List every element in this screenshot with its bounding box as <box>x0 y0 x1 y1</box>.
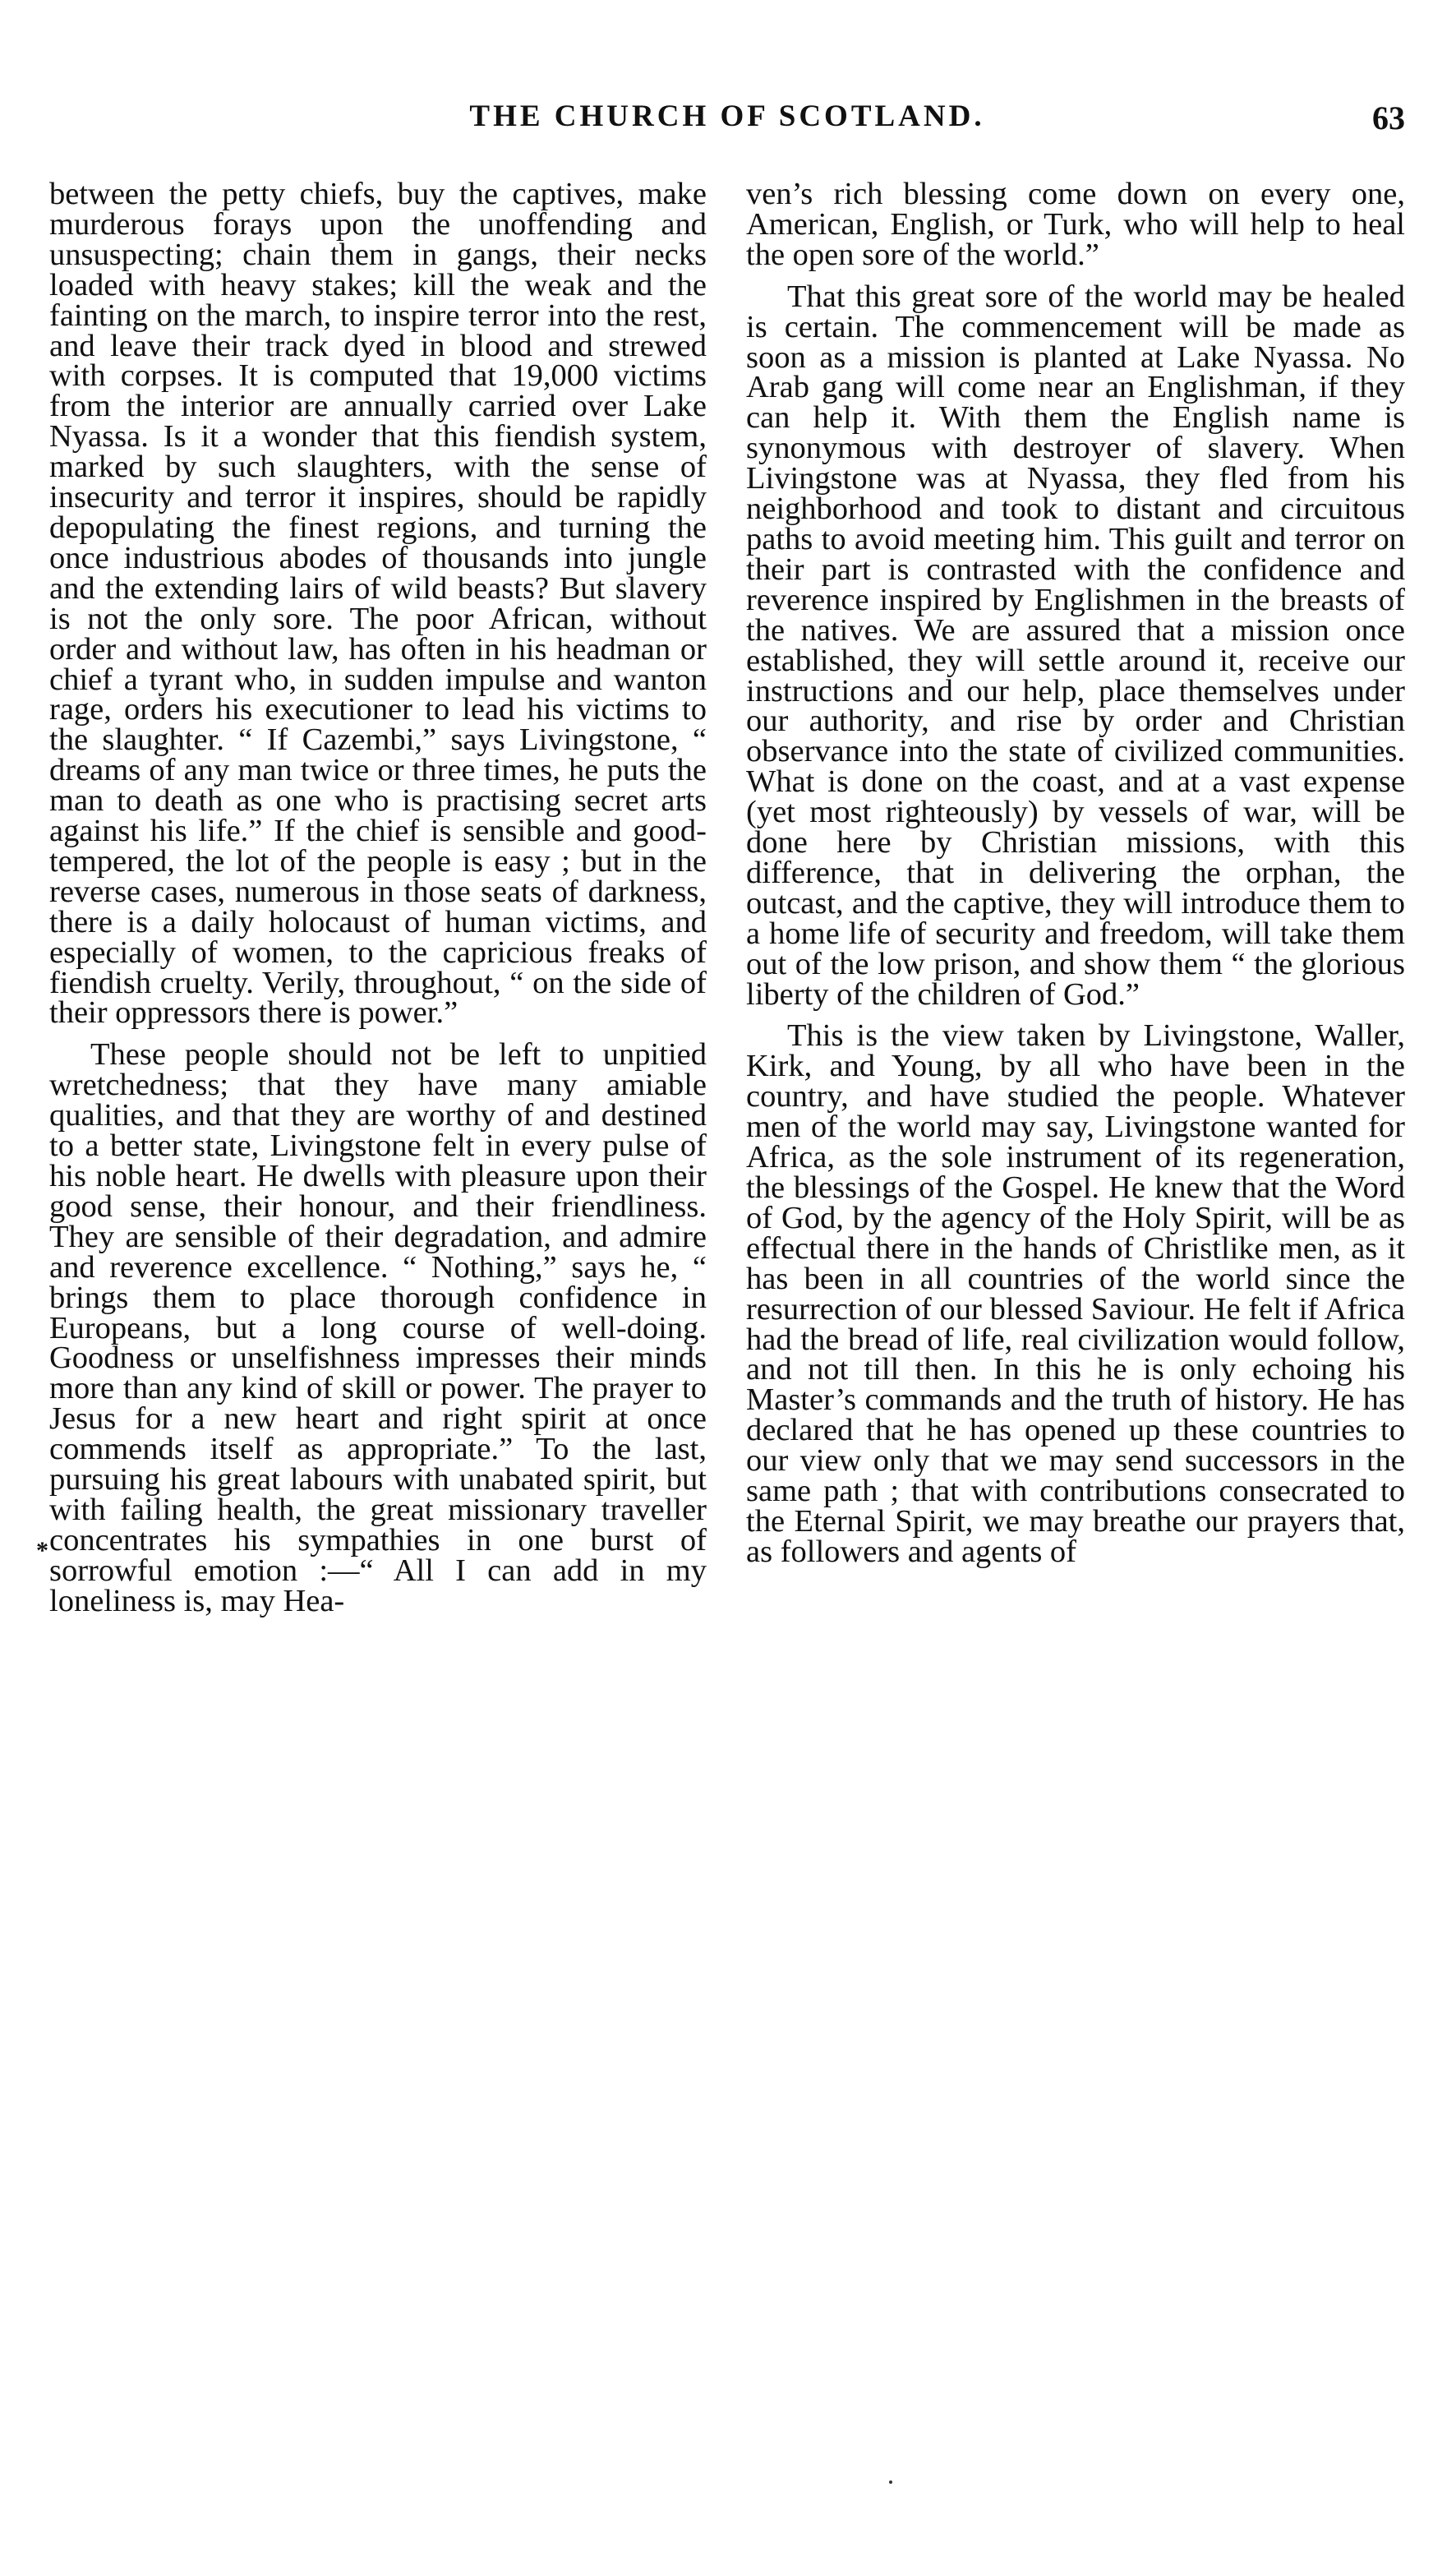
running-title: THE CHURCH OF SCOTLAND. <box>469 99 985 133</box>
right-column <box>746 179 1405 1567</box>
page-number: 63 <box>1372 99 1405 136</box>
running-head <box>49 99 1405 148</box>
right-paragraph-1: ven’s rich blessing come down on every one, American, English, or Turk, who will help to heal the open sore of the world.” <box>746 177 1405 272</box>
left-column <box>49 179 707 1617</box>
left-paragraph-2: These people should not be left to unpitied wretchedness; that they have many amiable qualities, and that they are worthy of and destined to a better state, Livingstone felt in every pulse of his noble heart. He dwells with pleasure upon their good sense, their honour, and their friendliness. They are sensible of their degradation, and admire and reverence excellence. “ Nothing,” says he, “ brings them to place thorough confidence in Europeans, but a long course of well-doing. Goodness or unselfishness impresses their minds more than any kind of skill or power. The prayer to Jesus for a new heart and right spirit at once commends itself as appropriate.” To the last, pursuing his great labours with unabated spirit, but with failing health, the great missionary traveller concentrates his sympathies in one burst of sorrowful emotion :—“ All I can add in my loneliness is, may Hea- <box>49 1037 707 1618</box>
print-speck <box>889 2480 892 2484</box>
right-paragraph-2: That this great sore of the world may be healed is certain. The commencement will be made as soon as a mission is planted at Lake Nyassa. No Arab gang will come near an Englishman, if they can help it. With them the English name is synonymous with destroyer of slavery. When Livingstone was at Nyassa, they fled from his neighborhood and took to distant and circuitous paths to avoid meeting him. This guilt and terror on their part is contrasted with the confidence and reverence inspired by Englishmen in the breasts of the natives. We are assured that a mission once established, they will settle around it, receive our instructions and our help, place themselves under our authority, and rise by order and Christian observance into the state of civilized communities. What is done on the coast, and at a vast expense (yet most righteously) by vessels of war, will be done here by Christian missions, with this difference, that in delivering the orphan, the outcast, and the captive, they will introduce them to a home life of security and freedom, will take them out of the low prison, and show them “ the glorious liberty of the children of God.” <box>746 279 1405 1012</box>
right-paragraph-3: This is the view taken by Livingstone, Waller, Kirk, and Young, by all who have been in the country, and have studied the people. Whatever men of the world may say, Livingstone wanted for Africa, as the sole instrument of its regeneration, the blessings of the Gospel. He knew that the Word of God, by the agency of the Holy Spirit, will be as effectual there in the hands of Christlike men, as it has been in all countries of the world since the resurrection of our blessed Saviour. He felt if Africa had the bread of life, real civilization would follow, and not till then. In this he is only echoing his Master’s commands and the truth of history. He has declared that he has opened up these countries to our view only that we may send successors in the same path ; that with contributions consecrated to the Eternal Spirit, we may breathe our prayers that, as followers and agents of <box>746 1018 1405 1569</box>
footnote-marker: * <box>36 1537 48 1564</box>
left-paragraph-1: between the petty chiefs, buy the captives, make murderous forays upon the unoffending and unsuspecting; chain them in gangs, their necks loaded with heavy stakes; kill the weak and the fainting on the march, to inspire terror into the rest, and leave their track dyed in blood and strewed with corpses. It is computed that 19,000 victims from the interior are annually carried over Lake Nyassa. Is it a wonder that this fiendish system, marked by such slaughters, with the sense of insecurity and terror it inspires, should be rapidly depopulating the finest regions, and turning the once industrious abodes of thousands into jungle and the extending lairs of wild beasts? But slavery is not the only sore. The poor African, without order and without law, has often in his headman or chief a tyrant who, in sudden impulse and wanton rage, orders his executioner to lead his victims to the slaughter. “ If Cazembi,” says Livingstone, “ dreams of any man twice or three times, he puts the man to death as one who is practising secret arts against his life.” If the chief is sensible and good-tempered, the lot of the people is easy ; but in the reverse cases, numerous in those seats of darkness, there is a daily holocaust of human victims, and especially of women, to the capricious freaks of fiendish cruelty. Verily, throughout, “ on the side of their oppressors there is power.” <box>49 177 707 1031</box>
